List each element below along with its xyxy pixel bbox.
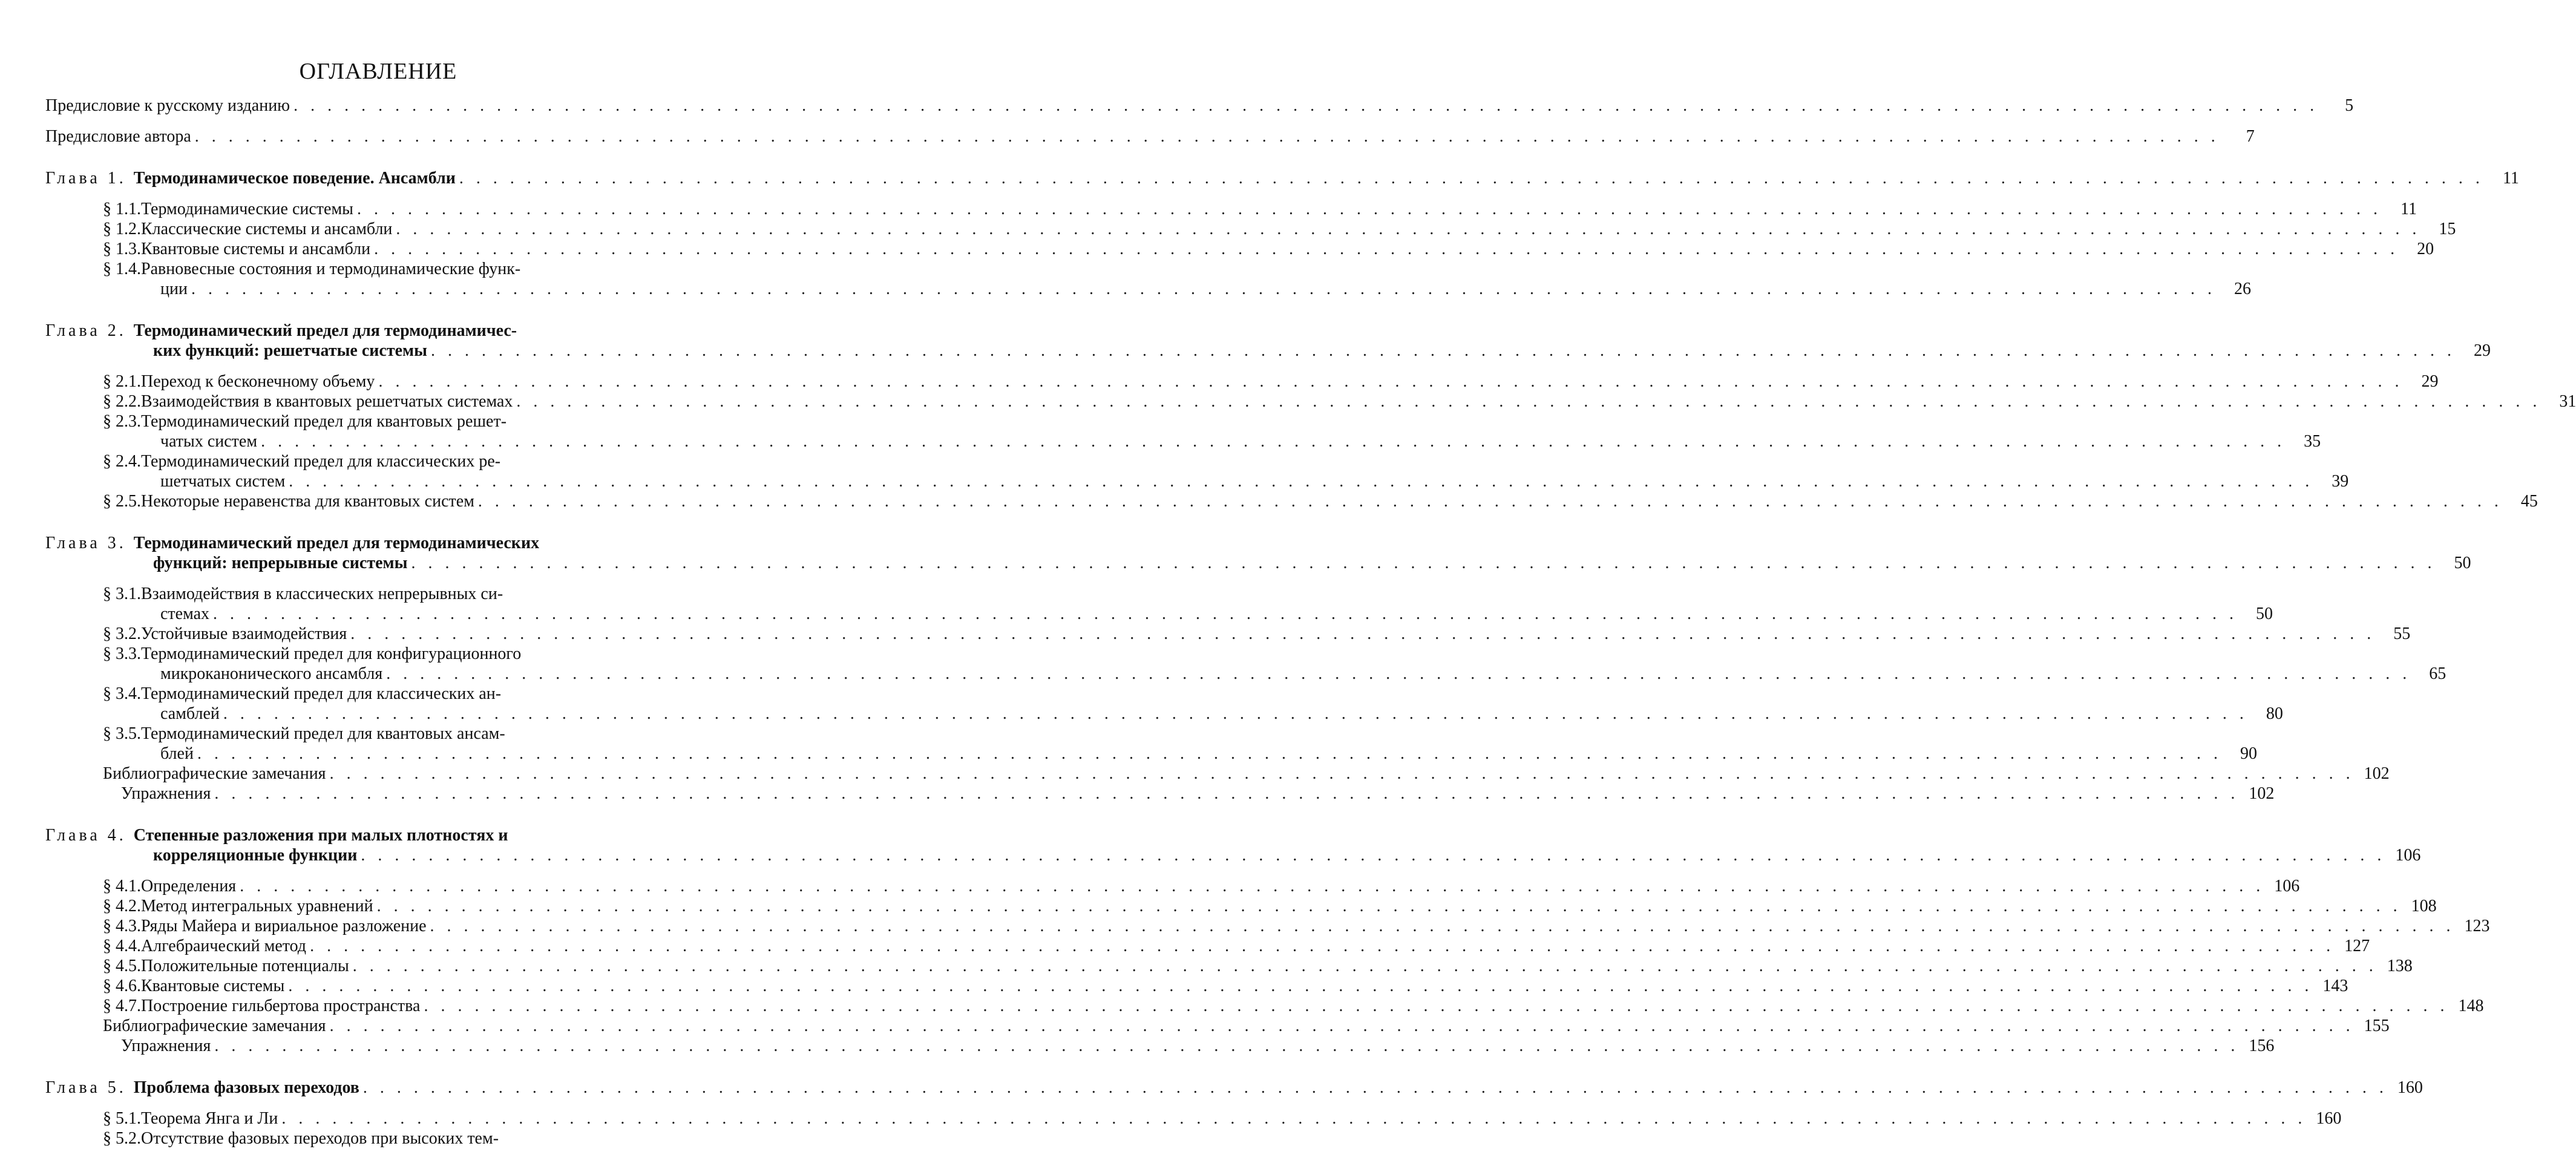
section-number: § 5.2. bbox=[103, 1129, 141, 1148]
chapter-number: Глава 3. bbox=[45, 534, 134, 552]
section-line bbox=[45, 411, 693, 431]
section-number: § 1.4. bbox=[103, 260, 141, 278]
leader-dots: . . . . . . . . . . . . . . . . . . . . . . . . . . . . . . . . . . . . . . . . . . . . . . . . . . . . . . . . . . . . . . . . . . . . . . . . . . . . . . . . . . . . . . . . . . . . . . . . . . . . . . . . . . . . . . . . . . . . . . . . bbox=[386, 664, 2411, 683]
leader-dots: . . . . . . . . . . . . . . . . . . . . . . . . . . . . . . . . . . . . . . . . . . . . . . . . . . . . . . . . . . . . . . . . . . . . . . . . . . . . . . . . . . . . . . . . . . . . . . . . . . . . . . . . . . . . . . . . . . . . . . . . bbox=[411, 554, 2436, 572]
toc-entry bbox=[45, 199, 2417, 219]
chapter-heading-line bbox=[45, 533, 693, 553]
leader-dots: . . . . . . . . . . . . . . . . . . . . . . . . . . . . . . . . . . . . . . . . . . . . . . . . . . . . . . . . . . . . . . . . . . . . . . . . . . . . . . . . . . . . . . . . . . . . . . . . . . . . . . . . . . . . . . . . . . . . . . . . bbox=[376, 897, 2402, 915]
section-line bbox=[45, 584, 693, 604]
page-number: 156 bbox=[2249, 1036, 2275, 1055]
toc-entry bbox=[45, 1078, 2423, 1098]
section-title: Термодинамический предел для квантовых решет- bbox=[141, 412, 507, 431]
section-title: Квантовые системы bbox=[141, 977, 285, 995]
section-title: Определения bbox=[141, 877, 237, 896]
toc-entry bbox=[45, 279, 2251, 299]
section-title: Равновесные состояния и термодинамические функ- bbox=[141, 260, 521, 278]
section-number: § 1.2. bbox=[103, 220, 141, 238]
page-number: 148 bbox=[2458, 997, 2484, 1015]
leader-dots: . . . . . . . . . . . . . . . . . . . . . . . . . . . . . . . . . . . . . . . . . . . . . . . . . . . . . . . . . . . . . . . . . . . . . . . . . . . . . . . . . . . . . . . . . . . . . . . . . . . . . . . . . . . . . . . . . . . . . . . . bbox=[281, 1109, 2307, 1128]
section-number: § 2.5. bbox=[103, 492, 141, 511]
page-number: 7 bbox=[2246, 127, 2255, 146]
chapter-number: Глава 5. bbox=[45, 1078, 134, 1097]
section-title-continued: блей bbox=[160, 744, 194, 763]
section-number: § 3.2. bbox=[103, 624, 141, 643]
section-title: Термодинамический предел для классических ре- bbox=[141, 452, 501, 471]
toc-entry bbox=[45, 744, 2257, 764]
page-number: 102 bbox=[2364, 764, 2390, 783]
section-title: Термодинамический предел для квантовых ансам- bbox=[141, 724, 505, 743]
page-number: 29 bbox=[2421, 372, 2439, 391]
leader-dots: . . . . . . . . . . . . . . . . . . . . . . . . . . . . . . . . . . . . . . . . . . . . . . . . . . . . . . . . . . . . . . . . . . . . . . . . . . . . . . . . . . . . . . . . . . . . . . . . . . . . . . . . . . . . . . . . . . . . . . . . bbox=[396, 220, 2421, 238]
section-number: § 2.2. bbox=[103, 392, 141, 411]
leader-dots: . . . . . . . . . . . . . . . . . . . . . . . . . . . . . . . . . . . . . . . . . . . . . . . . . . . . . . . . . . . . . . . . . . . . . . . . . . . . . . . . . . . . . . . . . . . . . . . . . . . . . . . . . . . . . . . . . . . . . . . . bbox=[350, 624, 2376, 643]
page-number: 127 bbox=[2344, 937, 2370, 955]
section-line bbox=[45, 259, 693, 279]
toc-entry bbox=[45, 431, 2321, 451]
section-title: Некоторые неравенства для квантовых систем bbox=[141, 492, 474, 511]
toc-entry bbox=[45, 219, 2456, 239]
toc-entry bbox=[45, 956, 2413, 976]
section-title: Положительные потенциалы bbox=[141, 957, 349, 975]
section-number: § 4.7. bbox=[103, 997, 141, 1015]
page-number: 20 bbox=[2417, 240, 2434, 258]
toc-entry bbox=[45, 391, 2576, 411]
section-number: § 4.5. bbox=[103, 957, 141, 975]
leader-dots: . . . . . . . . . . . . . . . . . . . . . . . . . . . . . . . . . . . . . . . . . . . . . . . . . . . . . . . . . . . . . . . . . . . . . . . . . . . . . . . . . . . . . . . . . . . . . . . . . . . . . . . . . . . . . . . . . . . . . . . . bbox=[477, 492, 2503, 511]
toc-entry bbox=[45, 239, 2434, 259]
entry-label: Предисловие автора bbox=[45, 127, 191, 146]
section-title: Устойчивые взаимодействия bbox=[141, 624, 347, 643]
page-number: 155 bbox=[2364, 1017, 2390, 1035]
section-number: § 3.5. bbox=[103, 724, 141, 743]
toc-entry bbox=[45, 976, 2348, 996]
leader-dots: . . . . . . . . . . . . . . . . . . . . . . . . . . . . . . . . . . . . . . . . . . . . . . . . . . . . . . . . . . . . . . . . . . . . . . . . . . . . . . . . . . . . . . . . . . . . . . . . . . . . . . . . . . . . . . . . . . . . . . . . bbox=[329, 764, 2355, 783]
section-number: § 2.3. bbox=[103, 412, 141, 431]
leader-dots: . . . . . . . . . . . . . . . . . . . . . . . . . . . . . . . . . . . . . . . . . . . . . . . . . . . . . . . . . . . . . . . . . . . . . . . . . . . . . . . . . . . . . . . . . . . . . . . . . . . . . . . . . . . . . . . . . . . . . . . . bbox=[310, 937, 2335, 955]
toc-entry bbox=[45, 624, 2411, 644]
toc-entry bbox=[45, 704, 2283, 724]
section-number: § 1.3. bbox=[103, 240, 141, 258]
chapter-number: Глава 1. bbox=[45, 169, 134, 188]
section-title-continued: микроканонического ансамбля bbox=[160, 664, 383, 683]
leader-dots: . . . . . . . . . . . . . . . . . . . . . . . . . . . . . . . . . . . . . . . . . . . . . . . . . . . . . . . . . . . . . . . . . . . . . . . . . . . . . . . . . . . . . . . . . . . . . . . . . . . . . . . . . . . . . . . . . . . . . . . . bbox=[191, 280, 2216, 298]
section-number: § 4.3. bbox=[103, 917, 141, 935]
leader-dots: . . . . . . . . . . . . . . . . . . . . . . . . . . . . . . . . . . . . . . . . . . . . . . . . . . . . . . . . . . . . . . . . . . . . . . . . . . . . . . . . . . . . . . . . . . . . . . . . . . . . . . . . . . . . . . . . . . . . . . . . bbox=[329, 1017, 2355, 1035]
chapter-heading bbox=[45, 825, 508, 845]
toc-entry bbox=[45, 996, 2484, 1016]
section-title: Метод интегральных уравнений bbox=[141, 897, 373, 915]
section-title: Термодинамический предел для классических ан- bbox=[141, 684, 502, 703]
toc-entry bbox=[45, 916, 2490, 936]
section-title-continued: самблей bbox=[160, 704, 220, 723]
chapter-title: Термодинамический предел для термодинамических bbox=[133, 534, 540, 552]
toc-entry bbox=[45, 1128, 693, 1148]
section-number: § 3.1. bbox=[103, 584, 141, 603]
section-number: § 4.6. bbox=[103, 977, 141, 995]
section-title: Термодинамический предел для конфигурационного bbox=[141, 644, 522, 663]
leader-dots: . . . . . . . . . . . . . . . . . . . . . . . . . . . . . . . . . . . . . . . . . . . . . . . . . . . . . . . . . . . . . . . . . . . . . . . . . . . . . . . . . . . . . . . . . . . . . . . . . . . . . . . . . . . . . . . . . . . . . . . . bbox=[374, 240, 2399, 258]
page-number: 15 bbox=[2439, 220, 2456, 238]
section-number: § 4.4. bbox=[103, 937, 141, 955]
section-title: Алгебраический метод bbox=[141, 937, 307, 955]
chapter-heading bbox=[45, 168, 456, 188]
section-line bbox=[45, 724, 693, 744]
chapter-heading-line bbox=[45, 321, 693, 341]
toc-entry bbox=[45, 1016, 2390, 1036]
section-title: Взаимодействия в классических непрерывных си- bbox=[141, 584, 503, 603]
leader-dots: . . . . . . . . . . . . . . . . . . . . . . . . . . . . . . . . . . . . . . . . . . . . . . . . . . . . . . . . . . . . . . . . . . . . . . . . . . . . . . . . . . . . . . . . . . . . . . . . . . . . . . . . . . . . . . . . . . . . . . . . bbox=[197, 744, 2222, 763]
extra-entry: Упражнения bbox=[121, 1036, 211, 1055]
toc-entry bbox=[45, 936, 2370, 956]
chapter-heading bbox=[45, 1078, 359, 1098]
leader-dots: . . . . . . . . . . . . . . . . . . . . . . . . . . . . . . . . . . . . . . . . . . . . . . . . . . . . . . . . . . . . . . . . . . . . . . . . . . . . . . . . . . . . . . . . . . . . . . . . . . . . . . . . . . . . . . . . . . . . . . . . bbox=[361, 846, 2386, 865]
leader-dots: . . . . . . . . . . . . . . . . . . . . . . . . . . . . . . . . . . . . . . . . . . . . . . . . . . . . . . . . . . . . . . . . . . . . . . . . . . . . . . . . . . . . . . . . . . . . . . . . . . . . . . . . . . . . . . . . . . . . . . . . bbox=[261, 432, 2286, 451]
toc-entry bbox=[45, 491, 2538, 511]
section-title: Переход к бесконечному объему bbox=[141, 372, 375, 391]
page-number: 50 bbox=[2256, 604, 2273, 623]
chapter-title: Проблема фазовых переходов bbox=[133, 1078, 359, 1097]
section-number: § 4.1. bbox=[103, 877, 141, 896]
chapter-heading-line bbox=[45, 825, 693, 845]
chapter-number: Глава 4. bbox=[45, 826, 134, 845]
page-number: 11 bbox=[2401, 200, 2417, 218]
page-number: 31 bbox=[2559, 392, 2576, 411]
chapter-title: Термодинамическое поведение. Ансамбли bbox=[133, 169, 456, 188]
section-title-continued: шетчатых систем bbox=[160, 472, 286, 491]
extra-entry: Библиографические замечания bbox=[103, 1017, 326, 1035]
section-title: Ряды Майера и вириальное разложение bbox=[141, 917, 427, 935]
table-of-contents bbox=[45, 96, 2576, 1148]
leader-dots: . . . . . . . . . . . . . . . . . . . . . . . . . . . . . . . . . . . . . . . . . . . . . . . . . . . . . . . . . . . . . . . . . . . . . . . . . . . . . . . . . . . . . . . . . . . . . . . . . . . . . . . . . . . . . . . . . . . . . . . . bbox=[288, 977, 2313, 995]
section-title: Взаимодействия в квантовых решетчатых системах bbox=[141, 392, 513, 411]
toc-entry bbox=[45, 876, 2300, 896]
toc-entry bbox=[45, 1108, 2342, 1128]
section-title: Классические системы и ансамбли bbox=[141, 220, 393, 238]
toc-entry bbox=[45, 471, 2349, 491]
leader-dots: . . . . . . . . . . . . . . . . . . . . . . . . . . . . . . . . . . . . . . . . . . . . . . . . . . . . . . . . . . . . . . . . . . . . . . . . . . . . . . . . . . . . . . . . . . . . . . . . . . . . . . . . . . . . . . . . . . . . . . . . bbox=[213, 604, 2238, 623]
chapter-heading bbox=[45, 321, 517, 341]
toc-entry bbox=[45, 96, 2354, 116]
page-number: 80 bbox=[2266, 704, 2283, 723]
leader-dots: . . . . . . . . . . . . . . . . . . . . . . . . . . . . . . . . . . . . . . . . . . . . . . . . . . . . . . . . . . . . . . . . . . . . . . . . . . . . . . . . . . . . . . . . . . . . . . . . . . . . . . . . . . . . . . . . . . . . . . . . bbox=[424, 997, 2449, 1015]
section-number: § 3.3. bbox=[103, 644, 141, 663]
section-title: Отсутствие фазовых переходов при высоких тем- bbox=[141, 1129, 499, 1148]
leader-dots: . . . . . . . . . . . . . . . . . . . . . . . . . . . . . . . . . . . . . . . . . . . . . . . . . . . . . . . . . . . . . . . . . . . . . . . . . . . . . . . . . . . . . . . . . . . . . . . . . . . . . . . . . . . . . . . . . . . . . . . . bbox=[289, 472, 2314, 491]
section-title-continued: ции bbox=[160, 280, 188, 298]
page-title: ОГЛАВЛЕНИЕ bbox=[299, 59, 457, 84]
page-number: 108 bbox=[2411, 897, 2437, 915]
page-number: 90 bbox=[2240, 744, 2257, 763]
page-number: 143 bbox=[2322, 977, 2348, 995]
extra-entry: Упражнения bbox=[121, 784, 211, 803]
leader-dots: . . . . . . . . . . . . . . . . . . . . . . . . . . . . . . . . . . . . . . . . . . . . . . . . . . . . . . . . . . . . . . . . . . . . . . . . . . . . . . . . . . . . . . . . . . . . . . . . . . . . . . . . . . . . . . . . . . . . . . . . bbox=[194, 127, 2220, 146]
chapter-title: Термодинамический предел для термодинамичес- bbox=[133, 321, 517, 340]
leader-dots: . . . . . . . . . . . . . . . . . . . . . . . . . . . . . . . . . . . . . . . . . . . . . . . . . . . . . . . . . . . . . . . . . . . . . . . . . . . . . . . . . . . . . . . . . . . . . . . . . . . . . . . . . . . . . . . . . . . . . . . . bbox=[214, 1036, 2240, 1055]
leader-dots: . . . . . . . . . . . . . . . . . . . . . . . . . . . . . . . . . . . . . . . . . . . . . . . . . . . . . . . . . . . . . . . . . . . . . . . . . . . . . . . . . . . . . . . . . . . . . . . . . . . . . . . . . . . . . . . . . . . . . . . . bbox=[430, 341, 2456, 360]
page-number: 5 bbox=[2345, 96, 2354, 115]
page-number: 65 bbox=[2429, 664, 2447, 683]
toc-entry bbox=[45, 764, 2390, 784]
toc-entry bbox=[45, 372, 2439, 391]
section-title: Термодинамические системы bbox=[141, 200, 353, 218]
page-number: 123 bbox=[2464, 917, 2490, 935]
chapter-number: Глава 2. bbox=[45, 321, 134, 340]
leader-dots: . . . . . . . . . . . . . . . . . . . . . . . . . . . . . . . . . . . . . . . . . . . . . . . . . . . . . . . . . . . . . . . . . . . . . . . . . . . . . . . . . . . . . . . . . . . . . . . . . . . . . . . . . . . . . . . . . . . . . . . . bbox=[430, 917, 2455, 935]
page-number: 29 bbox=[2473, 341, 2491, 360]
section-line bbox=[45, 684, 693, 704]
page-number: 102 bbox=[2249, 784, 2275, 803]
page-number: 50 bbox=[2454, 554, 2471, 572]
section-title: Теорема Янга и Ли bbox=[141, 1109, 278, 1128]
page-number: 26 bbox=[2234, 280, 2251, 298]
extra-entry: Библиографические замечания bbox=[103, 764, 326, 783]
page-number: 55 bbox=[2393, 624, 2411, 643]
leader-dots: . . . . . . . . . . . . . . . . . . . . . . . . . . . . . . . . . . . . . . . . . . . . . . . . . . . . . . . . . . . . . . . . . . . . . . . . . . . . . . . . . . . . . . . . . . . . . . . . . . . . . . . . . . . . . . . . . . . . . . . . bbox=[223, 704, 2248, 723]
section-number: § 2.1. bbox=[103, 372, 141, 391]
leader-dots: . . . . . . . . . . . . . . . . . . . . . . . . . . . . . . . . . . . . . . . . . . . . . . . . . . . . . . . . . . . . . . . . . . . . . . . . . . . . . . . . . . . . . . . . . . . . . . . . . . . . . . . . . . . . . . . . . . . . . . . . bbox=[214, 784, 2240, 803]
section-title-continued: чатых систем bbox=[160, 432, 258, 451]
section-number: § 1.1. bbox=[103, 200, 141, 218]
chapter-title-continued: ких функций: решетчатые системы bbox=[153, 341, 427, 360]
leader-dots: . . . . . . . . . . . . . . . . . . . . . . . . . . . . . . . . . . . . . . . . . . . . . . . . . . . . . . . . . . . . . . . . . . . . . . . . . . . . . . . . . . . . . . . . . . . . . . . . . . . . . . . . . . . . . . . . . . . . . . . . bbox=[378, 372, 2404, 391]
toc-entry bbox=[45, 341, 2491, 361]
section-title-continued: стемах bbox=[160, 604, 210, 623]
toc-entry bbox=[45, 168, 2519, 188]
section-line bbox=[45, 451, 693, 471]
toc-entry bbox=[45, 126, 2255, 146]
section-number: § 2.4. bbox=[103, 452, 141, 471]
section-line bbox=[45, 644, 693, 664]
leader-dots: . . . . . . . . . . . . . . . . . . . . . . . . . . . . . . . . . . . . . . . . . . . . . . . . . . . . . . . . . . . . . . . . . . . . . . . . . . . . . . . . . . . . . . . . . . . . . . . . . . . . . . . . . . . . . . . . . . . . . . . . bbox=[459, 169, 2484, 188]
page-number: 106 bbox=[2274, 877, 2300, 896]
page-number: 45 bbox=[2520, 492, 2538, 511]
page-number: 160 bbox=[2397, 1078, 2423, 1097]
toc-entry bbox=[45, 664, 2447, 684]
chapter-title-continued: корреляционные функции bbox=[153, 846, 358, 865]
section-number: § 5.1. bbox=[103, 1109, 141, 1128]
toc-entry bbox=[45, 845, 2421, 865]
leader-dots: . . . . . . . . . . . . . . . . . . . . . . . . . . . . . . . . . . . . . . . . . . . . . . . . . . . . . . . . . . . . . . . . . . . . . . . . . . . . . . . . . . . . . . . . . . . . . . . . . . . . . . . . . . . . . . . . . . . . . . . . bbox=[356, 200, 2382, 218]
section-number: § 4.2. bbox=[103, 897, 141, 915]
section-title: Квантовые системы и ансамбли bbox=[141, 240, 371, 258]
leader-dots: . . . . . . . . . . . . . . . . . . . . . . . . . . . . . . . . . . . . . . . . . . . . . . . . . . . . . . . . . . . . . . . . . . . . . . . . . . . . . . . . . . . . . . . . . . . . . . . . . . . . . . . . . . . . . . . . . . . . . . . . bbox=[352, 957, 2378, 975]
toc-entry bbox=[45, 553, 2471, 573]
section-number: § 3.4. bbox=[103, 684, 141, 703]
chapter-heading bbox=[45, 533, 539, 553]
toc-entry bbox=[45, 896, 2437, 916]
toc-entry bbox=[45, 784, 2275, 804]
page-number: 138 bbox=[2387, 957, 2413, 975]
leader-dots: . . . . . . . . . . . . . . . . . . . . . . . . . . . . . . . . . . . . . . . . . . . . . . . . . . . . . . . . . . . . . . . . . . . . . . . . . . . . . . . . . . . . . . . . . . . . . . . . . . . . . . . . . . . . . . . . . . . . . . . . bbox=[293, 96, 2319, 115]
page-number: 39 bbox=[2332, 472, 2349, 491]
page-number: 11 bbox=[2502, 169, 2519, 188]
page-number: 160 bbox=[2316, 1109, 2342, 1128]
section-title: Построение гильбертова пространства bbox=[141, 997, 421, 1015]
leader-dots: . . . . . . . . . . . . . . . . . . . . . . . . . . . . . . . . . . . . . . . . . . . . . . . . . . . . . . . . . . . . . . . . . . . . . . . . . . . . . . . . . . . . . . . . . . . . . . . . . . . . . . . . . . . . . . . . . . . . . . . . bbox=[516, 392, 2542, 411]
page-number: 35 bbox=[2304, 432, 2321, 451]
page-number: 106 bbox=[2395, 846, 2421, 865]
entry-label: Предисловие к русскому изданию bbox=[45, 96, 290, 115]
chapter-title: Степенные разложения при малых плотностях и bbox=[133, 826, 508, 845]
leader-dots: . . . . . . . . . . . . . . . . . . . . . . . . . . . . . . . . . . . . . . . . . . . . . . . . . . . . . . . . . . . . . . . . . . . . . . . . . . . . . . . . . . . . . . . . . . . . . . . . . . . . . . . . . . . . . . . . . . . . . . . . bbox=[240, 877, 2265, 896]
toc-entry bbox=[45, 604, 2273, 624]
leader-dots: . . . . . . . . . . . . . . . . . . . . . . . . . . . . . . . . . . . . . . . . . . . . . . . . . . . . . . . . . . . . . . . . . . . . . . . . . . . . . . . . . . . . . . . . . . . . . . . . . . . . . . . . . . . . . . . . . . . . . . . . bbox=[362, 1078, 2388, 1097]
toc-entry bbox=[45, 1036, 2275, 1056]
chapter-title-continued: функций: непрерывные системы bbox=[153, 554, 408, 572]
